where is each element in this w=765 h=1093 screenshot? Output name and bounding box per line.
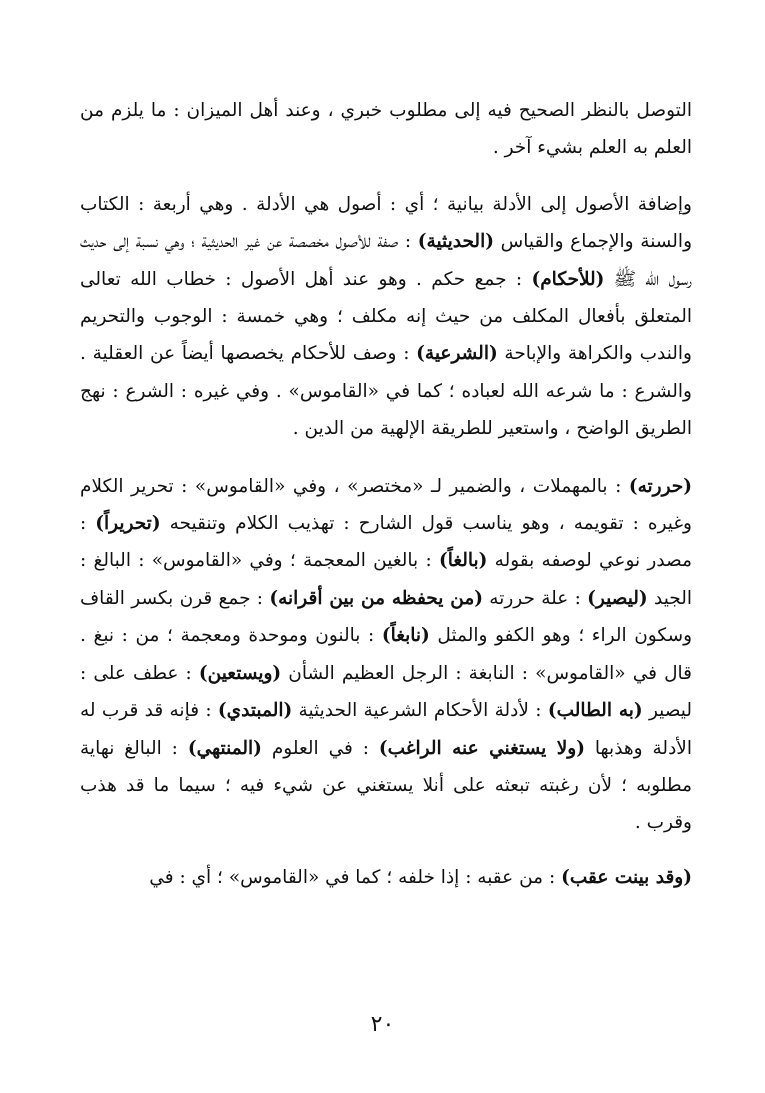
bold-term: (حررته) (628, 475, 692, 497)
bold-term: (الشرعية) (416, 343, 498, 365)
bold-term: (وقد بينت عقب) (561, 866, 692, 888)
text-segment: : لأدلة الأحكام الشرعية الحديثية (292, 700, 548, 722)
text-segment: : بالمهملات ، والضمير لـ «مختصر» ، وفي «القاموس» : تحرير الكلام وغيره : تقويمه ، وهو يناسب قول الشارح : تهذيب الكلام وتنقيحه (80, 475, 692, 535)
bold-term: (من يحفظه من بين أقرانه) (269, 587, 483, 609)
text-segment: : صفة للأصول مخصصة عن غير الحديثية ؛ وهي نسبة إلى حديث رسول الله ﷺ (80, 231, 692, 290)
page-number: ٢٠ (370, 1012, 395, 1037)
bold-term: (ليصير) (587, 587, 648, 609)
page-body (80, 92, 692, 896)
paragraph (80, 186, 692, 448)
paragraph (80, 92, 692, 167)
text-segment: : من عقبه : إذا خلفه ؛ كما في «القاموس» ؛ أي : في (149, 866, 562, 888)
text-segment: : بالنون وموحدة ومعجمة ؛ من : نبغ . قال في «القاموس» : النابغة : الرجل العظيم الشأن (80, 625, 693, 684)
text-segment: التوصل بالنظر الصحيح فيه إلى مطلوب خبري ، وعند أهل الميزان : ما يلزم من العلم به العلم بشيء آخر . (80, 100, 692, 159)
text-segment: وإضافة الأصول إلى الأدلة بيانية ؛ أي : أصول هي الأدلة . وهي أربعة : الكتاب والسنة والإجماع والقياس (80, 193, 692, 253)
paragraph (80, 468, 692, 842)
text-segment: : جمع قرن بكسر القاف وسكون الراء ؛ وهو الكفو والمثل (80, 587, 693, 647)
text-segment: : بالغين المعجمة ؛ وفي «القاموس» : البالغ : الجيد (80, 550, 692, 609)
text-segment: : عطف على : ليصير (80, 662, 693, 722)
text-segment: : البالغ نهاية مطلوبه ؛ لأن رغبته تبعثه على أنلا يستغني عن شيء فيه ؛ سيما ما قد هذب وقرب . (80, 737, 692, 834)
text-segment: : في العلوم (261, 737, 379, 759)
bold-term: (ولا يستغني عنه الراغب) (378, 737, 585, 759)
paragraph (80, 859, 692, 896)
bold-term: (للأحكام) (531, 268, 605, 290)
bold-term: (نابغاً) (381, 625, 430, 647)
text-segment: : جمع حكم . وهو عند أهل الأصول : خطاب الله تعالى المتعلق بأفعال المكلف من حيث إنه مكلف ؛ وهي خمسة : الوجوب والتحريم والندب والكراهة والإباحة (80, 268, 692, 365)
text-segment: : مصدر نوعي لوصفه بقوله (80, 513, 692, 572)
bold-term: (بالغاً) (438, 550, 488, 572)
bold-term: (المبتدي) (217, 700, 293, 722)
bold-term: (تحريراً) (95, 513, 161, 535)
bold-term: (ويستعين) (198, 662, 282, 684)
text-segment: : علة حررته (483, 587, 588, 609)
bold-term: (به الطالب) (547, 700, 643, 722)
text-segment: : فإنه قد قرب له الأدلة وهذبها (80, 700, 693, 759)
text-segment: : وصف للأحكام يخصصها أيضاً عن العقلية . والشرع : ما شرعه الله لعباده ؛ كما في «القاموس» . وفي غيره : الشرع : نهج الطريق الواضح ، واستعير للطريقة الإلهية من الدين . (80, 343, 692, 440)
bold-term: (الحديثية) (417, 231, 494, 253)
bold-term: (المنتهي) (187, 737, 262, 759)
